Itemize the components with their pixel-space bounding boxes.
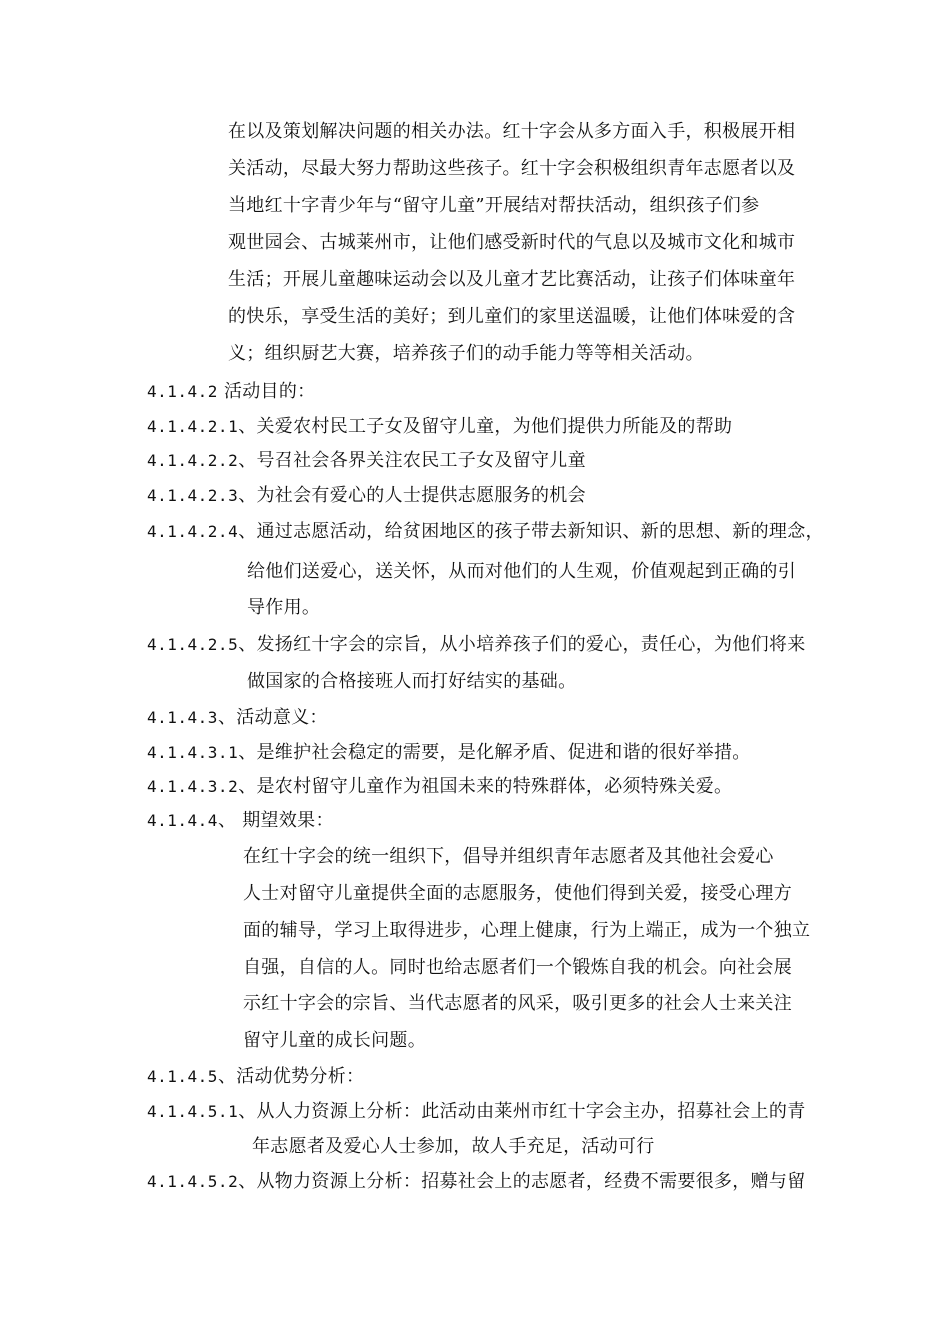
item-41451-cont-1: 年志愿者及爱心人士参加，故人手充足，活动可行 — [252, 1136, 655, 1157]
intro-line-7: 义；组织厨艺大赛，培养孩子们的动手能力等等相关活动。 — [228, 343, 704, 364]
item-number: 4.1.4.2.2 — [147, 451, 239, 470]
item-41424 — [147, 520, 824, 544]
item-number: 4.1.4.2.5 — [147, 635, 239, 654]
item-number: 4.1.4.2.3 — [147, 486, 239, 505]
item-number: 4.1.4.3.2 — [147, 777, 239, 796]
item-number: 4.1.4.3.1 — [147, 743, 239, 762]
section-title: 、活动意义： — [217, 707, 328, 728]
item-41425 — [147, 633, 806, 657]
item-text: 、号召社会各界关注农民工子女及留守儿童 — [238, 450, 586, 471]
item-text: 、关爱农村民工子女及留守儿童，为他们提供力所能及的帮助 — [238, 416, 733, 437]
effect-line-2: 人士对留守儿童提供全面的志愿服务，使他们得到关爱，接受心理方 — [243, 883, 792, 904]
effect-line-1: 在红十字会的统一组织下，倡导并组织青年志愿者及其他社会爱心 — [243, 846, 774, 867]
item-text: 、是维护社会稳定的需要，是化解矛盾、促进和谐的很好举措。 — [238, 742, 751, 763]
item-text: 、发扬红十字会的宗旨，从小培养孩子们的爱心，责任心，为他们将来 — [238, 634, 806, 655]
effect-line-6: 留守儿童的成长问题。 — [243, 1030, 426, 1051]
section-heading-4145 — [147, 1065, 364, 1089]
item-number: 4.1.4.5.1 — [147, 1102, 239, 1121]
item-text: 、是农村留守儿童作为祖国未来的特殊群体，必须特殊关爱。 — [238, 776, 733, 797]
section-title: 活动目的： — [217, 381, 316, 402]
item-text: 、为社会有爱心的人士提供志愿服务的机会 — [238, 485, 586, 506]
effect-line-4: 自强，自信的人。同时也给志愿者们一个锻炼自我的机会。向社会展 — [243, 957, 792, 978]
item-41424-cont-1: 给他们送爱心，送关怀，从而对他们的人生观，价值观起到正确的引 — [247, 561, 796, 582]
intro-line-6: 的快乐，享受生活的美好；到儿童们的家里送温暖，让他们体味爱的含 — [228, 306, 796, 327]
section-number: 4.1.4.4 — [147, 811, 218, 830]
section-number: 4.1.4.2 — [147, 382, 218, 401]
effect-line-3: 面的辅导，学习上取得进步，心理上健康，行为上端正，成为一个独立 — [243, 920, 811, 941]
item-41424-cont-2: 导作用。 — [247, 597, 321, 618]
item-41451 — [147, 1100, 806, 1124]
item-text: 、从人力资源上分析：此活动由莱州市红十字会主办，招募社会上的青 — [238, 1101, 806, 1122]
item-41422 — [147, 449, 586, 473]
item-41423 — [147, 484, 586, 508]
item-number: 4.1.4.2.4 — [147, 522, 239, 541]
intro-line-4: 观世园会、古城莱州市，让他们感受新时代的气息以及城市文化和城市 — [228, 232, 796, 253]
item-41452 — [147, 1170, 806, 1194]
effect-line-5: 示红十字会的宗旨、当代志愿者的风采，吸引更多的社会人士来关注 — [243, 993, 792, 1014]
section-number: 4.1.4.5 — [147, 1067, 218, 1086]
intro-line-1: 在以及策划解决问题的相关办法。红十字会从多方面入手，积极展开相 — [228, 121, 796, 142]
section-title: 、活动优势分析： — [217, 1066, 365, 1087]
item-41431 — [147, 741, 751, 765]
item-number: 4.1.4.2.1 — [147, 417, 239, 436]
item-number: 4.1.4.5.2 — [147, 1172, 239, 1191]
intro-line-3: 当地红十字青少年与“留守儿童”开展结对帮扶活动，组织孩子们参 — [228, 195, 760, 216]
item-text: 、通过志愿活动，给贫困地区的孩子带去新知识、新的思想、新的理念， — [238, 521, 824, 542]
section-number: 4.1.4.3 — [147, 708, 218, 727]
item-41432 — [147, 775, 732, 799]
item-text: 、从物力资源上分析：招募社会上的志愿者，经费不需要很多，赠与留 — [238, 1171, 806, 1192]
item-41421 — [147, 415, 732, 439]
intro-line-5: 生活；开展儿童趣味运动会以及儿童才艺比赛活动，让孩子们体味童年 — [228, 269, 796, 290]
intro-line-2: 关活动，尽最大努力帮助这些孩子。红十字会积极组织青年志愿者以及 — [228, 158, 796, 179]
item-41425-cont-1: 做国家的合格接班人而打好结实的基础。 — [247, 671, 577, 692]
section-heading-4144 — [147, 809, 334, 833]
section-heading-4143 — [147, 706, 328, 730]
section-title: 、 期望效果： — [217, 810, 334, 831]
section-heading-4142 — [147, 380, 315, 404]
